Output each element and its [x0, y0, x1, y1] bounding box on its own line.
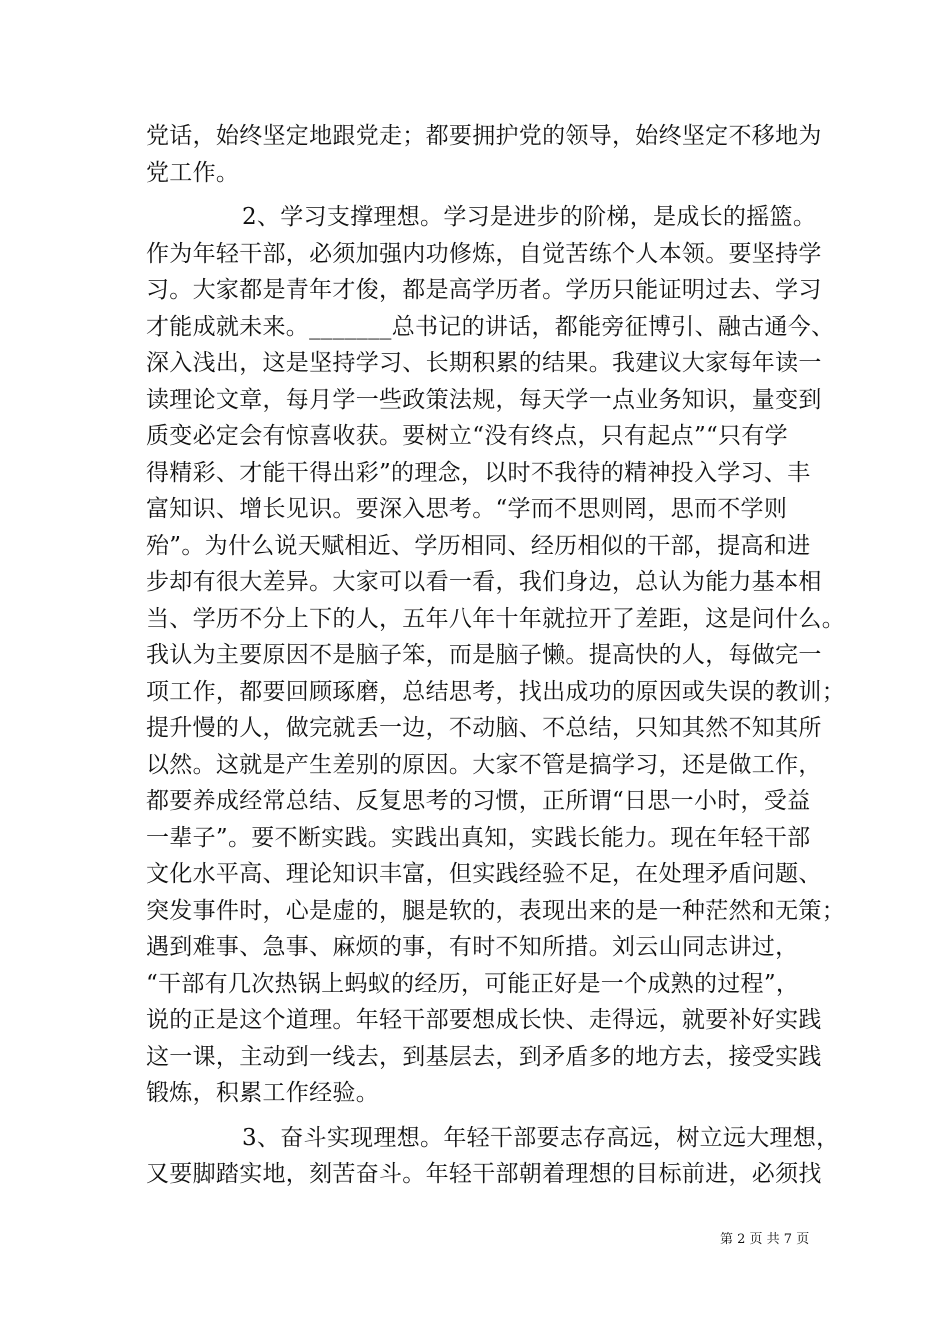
text-line: 得精彩、才能干得出彩”的理念，以时不我待的精神投入学习、丰 [146, 459, 811, 486]
text-line: 突发事件时，心是虚的，腿是软的，表现出来的是一种茫然和无策； [146, 897, 845, 924]
text-line: 当、学历不分上下的人，五年八年十年就拉开了差距，这是问什么。 [146, 605, 845, 632]
text-line: 才能成就未来。_______总书记的讲话，都能旁征博引、融古通今、 [146, 313, 835, 340]
paragraph [146, 1120, 840, 1193]
text-line: 遇到难事、急事、麻烦的事，有时不知所措。刘云山同志讲过， [146, 934, 799, 960]
text-line: 3、奋斗实现理想。年轻干部要志存高远，树立远大理想， [242, 1124, 840, 1151]
text-line: 又要脚踏实地，刻苦奋斗。年轻干部朝着理想的目标前进，必须找 [146, 1161, 822, 1187]
text-line: 质变必定会有惊喜收获。要树立“没有终点，只有起点”“只有学 [146, 423, 788, 449]
text-line: 我认为主要原因不是脑子笨，而是脑子懒。提高快的人，每做完一 [146, 642, 822, 668]
text-line: 习。大家都是青年才俊，都是高学历者。学历只能证明过去、学习 [146, 277, 822, 303]
text-line: 这一课，主动到一线去，到基层去，到矛盾多的地方去，接受实践 [146, 1043, 822, 1070]
text-line: 步却有很大差异。大家可以看一看，我们身边，总认为能力基本相 [146, 569, 822, 595]
text-line: “干部有几次热锅上蚂蚁的经历，可能正好是一个成熟的过程”， [146, 970, 800, 997]
text-line: 富知识、增长见识。要深入思考。“学而不思则罔，思而不学则 [146, 496, 788, 522]
page-number-footer: 第 2 页 共 7 页 [720, 1232, 810, 1247]
text-line: 说的正是这个道理。年轻干部要想成长快、走得远，就要补好实践 [146, 1007, 822, 1033]
text-line: 提升慢的人，做完就丢一边，不动脑、不总结，只知其然不知其所 [146, 715, 822, 741]
text-line: 深入浅出，这是坚持学习、长期积累的结果。我建议大家每年读一 [146, 350, 822, 376]
text-line: 作为年轻干部，必须加强内功修炼，自觉苦练个人本领。要坚持学 [146, 240, 822, 267]
paragraph-gap [146, 1112, 836, 1120]
text-line: 锻炼，积累工作经验。 [146, 1080, 379, 1106]
paragraph-gap [146, 191, 836, 199]
text-line: 以然。这就是产生差别的原因。大家不管是搞学习，还是做工作， [146, 751, 822, 778]
document-body [146, 118, 845, 1193]
paragraph [146, 118, 836, 191]
text-line: 党工作。 [146, 159, 240, 186]
text-line: 都要养成经常总结、反复思考的习惯，正所谓“日思一小时，受益 [146, 788, 811, 814]
text-line: 殆”。为什么说天赋相近、学历相同、经历相似的干部，提高和进 [146, 532, 811, 559]
paragraph [146, 199, 845, 1112]
text-line: 文化水平高、理论知识丰富，但实践经验不足，在处理矛盾问题、 [146, 861, 822, 887]
text-line: 项工作，都要回顾琢磨，总结思考，找出成功的原因或失误的教训； [146, 678, 845, 705]
text-line: 2、学习支撑理想。学习是进步的阶梯，是成长的摇篮。 [242, 204, 817, 230]
text-line: 一辈子”。要不断实践。实践出真知，实践长能力。现在年轻干部 [146, 824, 811, 851]
text-line: 党话，始终坚定地跟党走；都要拥护党的领导，始终坚定不移地为 [146, 123, 822, 149]
text-line: 读理论文章，每月学一些政策法规，每天学一点业务知识，量变到 [146, 386, 822, 413]
